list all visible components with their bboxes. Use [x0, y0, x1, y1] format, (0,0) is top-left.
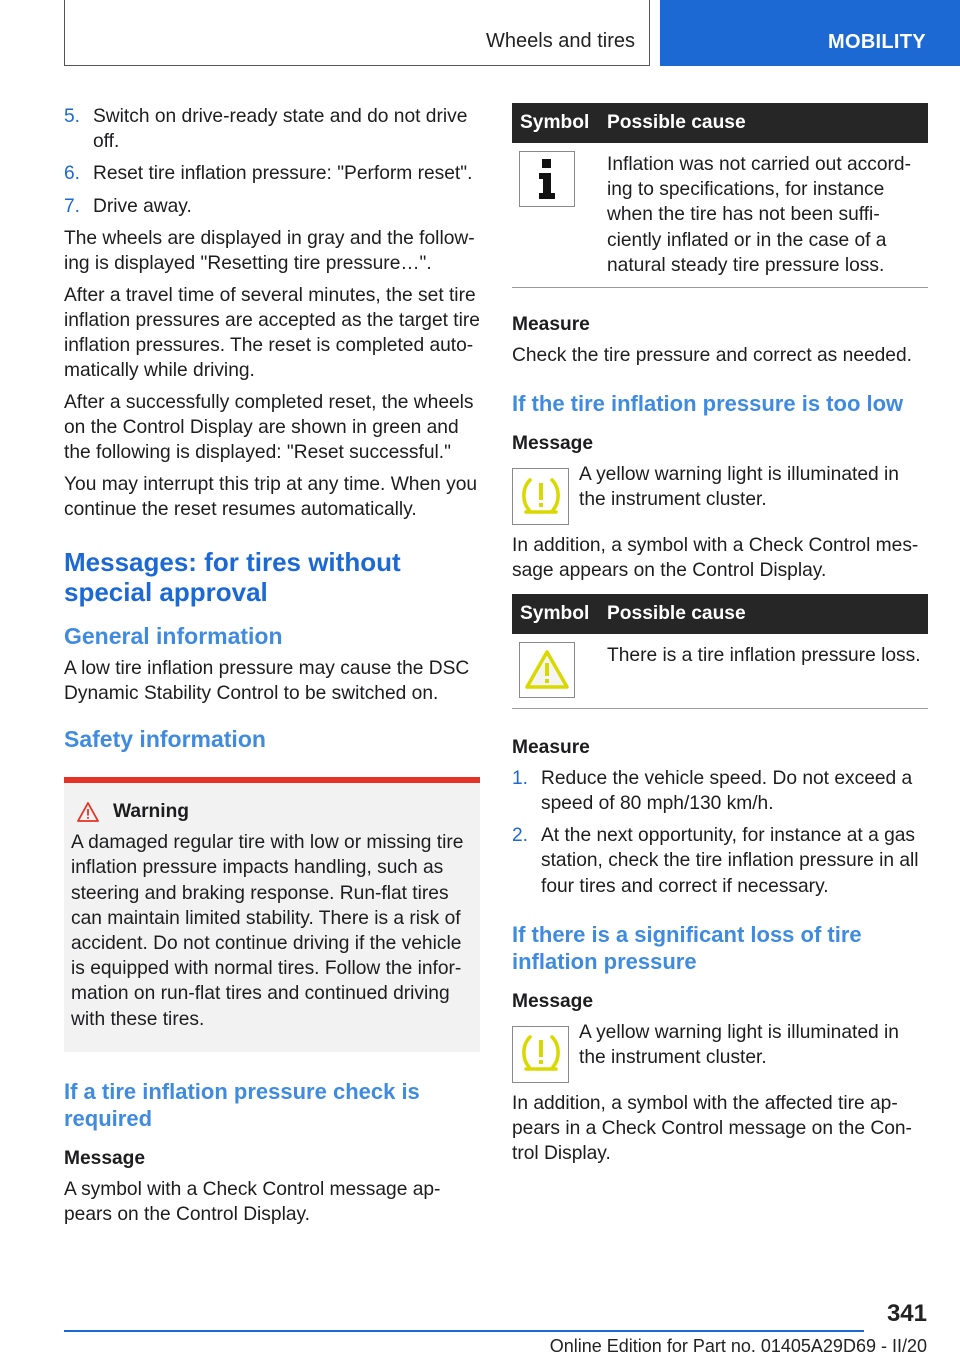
warning-light-text: A yellow warning light is illuminated in the instrument cluster.	[579, 1021, 899, 1069]
right-column	[512, 103, 928, 1173]
warning-light-text: A yellow warning light is illuminated in the instrument cluster.	[579, 464, 899, 511]
step-item	[64, 194, 480, 219]
heading-too-low: If the tire inflation pressure is too low	[512, 391, 904, 417]
warning-light-row	[512, 462, 928, 525]
heading-check-required: If a tire inflation pressure check is required	[64, 1078, 420, 1132]
column-header-symbol: Symbol	[512, 594, 600, 634]
step-text: At the next opportunity, for instance at a gas station, check the tire inflation pressure in all four tires and correct if necessary.	[541, 825, 919, 897]
paragraph: After a successfully completed reset, the wheels on the Control Display are shown in green and the following is displayed: "Reset successful."	[64, 392, 474, 464]
heading-significant-loss: If there is a significant loss of tire inflation pressure	[512, 921, 862, 975]
paragraph: After a travel time of several minutes, the set tire inflation pressures are accepted as the target tire inflation pressures. The reset is completed auto-matically while driving.	[64, 284, 480, 382]
step-number: 5.	[64, 106, 81, 127]
tire-pressure-warning-icon	[512, 1026, 569, 1083]
column-header-cause: Possible cause	[600, 103, 928, 143]
warning-triangle-icon	[519, 642, 575, 698]
message-label: Message	[512, 432, 594, 454]
measure-label: Measure	[512, 736, 590, 758]
table-row	[512, 143, 928, 288]
footer-divider	[64, 1330, 864, 1332]
chapter-tab[interactable]	[660, 0, 960, 66]
message-label: Message	[64, 1147, 146, 1169]
paragraph: In addition, a symbol with the affected tire ap-pears in a Check Control message on the Con-trol Display.	[512, 1092, 912, 1165]
chapter-title: MOBILITY	[828, 31, 926, 53]
column-header-symbol: Symbol	[512, 103, 600, 143]
step-text: Reset tire inflation pressure: "Perform reset".	[93, 163, 473, 185]
cause-cell: There is a tire inflation pressure loss.	[600, 634, 928, 709]
table-header-row	[512, 594, 928, 634]
heading-general-information: General information	[64, 622, 283, 649]
step-number: 2.	[512, 825, 529, 847]
symbol-table	[512, 594, 928, 709]
tire-pressure-warning-icon	[512, 468, 569, 525]
step-text: Switch on drive-ready state and do not drive off.	[93, 106, 468, 153]
warning-box	[64, 777, 480, 1052]
paragraph: A symbol with a Check Control message ap-pears on the Control Display.	[64, 1178, 441, 1226]
warning-light-row	[512, 1020, 928, 1083]
symbol-cell	[512, 143, 600, 288]
warning-triangle-icon	[77, 802, 99, 822]
page-number: 341	[886, 1300, 927, 1327]
step-item	[512, 823, 928, 899]
cause-cell: Inflation was not carried out accord-ing to specifications, for instance when the tire has not been suffi-ciently inflated or in the case of a natural steady tire pressure loss.	[600, 143, 928, 288]
column-header-cause: Possible cause	[600, 594, 928, 634]
left-column	[64, 104, 480, 1234]
table-header-row	[512, 103, 928, 143]
message-label: Message	[512, 990, 594, 1012]
table-row	[512, 634, 928, 709]
section-header-box	[64, 0, 650, 66]
heading-safety-information: Safety information	[64, 725, 266, 752]
step-item	[64, 161, 480, 186]
step-item	[512, 766, 928, 816]
symbol-cell	[512, 634, 600, 709]
step-number: 7.	[64, 195, 81, 217]
warning-title-text: Warning	[113, 800, 190, 822]
paragraph: A low tire inflation pressure may cause the DSC Dynamic Stability Control to be switched on.	[64, 657, 470, 704]
step-text: Drive away.	[93, 195, 192, 217]
paragraph: You may interrupt this trip at any time. When you continue the reset resumes automatically.	[64, 474, 478, 521]
paragraph: Check the tire pressure and correct as needed.	[512, 345, 912, 367]
warning-body: A damaged regular tire with low or missing tire inflation pressure impacts handling, such as steering and braking response. Run-flat tires can maintain limited stability. There is a risk of accident. Do not continue driving if the vehicle is equipped with normal tires. Follow the infor-mation on run-flat tires and continued driving with these tires.	[71, 832, 464, 1030]
measure-label: Measure	[512, 314, 590, 336]
info-icon	[519, 151, 575, 207]
page-header	[0, 0, 960, 66]
step-number: 1.	[512, 767, 529, 789]
symbol-table	[512, 103, 928, 288]
step-item	[64, 104, 480, 154]
step-text: Reduce the vehicle speed. Do not exceed a speed of 80 mph/130 km/h.	[541, 767, 913, 814]
step-number: 6.	[64, 163, 81, 185]
section-title: Wheels and tires	[486, 30, 635, 52]
paragraph: The wheels are displayed in gray and the follow-ing is displayed "Resetting tire pressure…".	[64, 227, 475, 275]
warning-title	[71, 799, 472, 824]
paragraph: In addition, a symbol with a Check Control mes-sage appears on the Control Display.	[512, 535, 919, 582]
edition-text: Online Edition for Part no. 01405A29D69 - II/20	[549, 1336, 927, 1356]
heading-messages: Messages: for tires without special approval	[64, 546, 401, 607]
